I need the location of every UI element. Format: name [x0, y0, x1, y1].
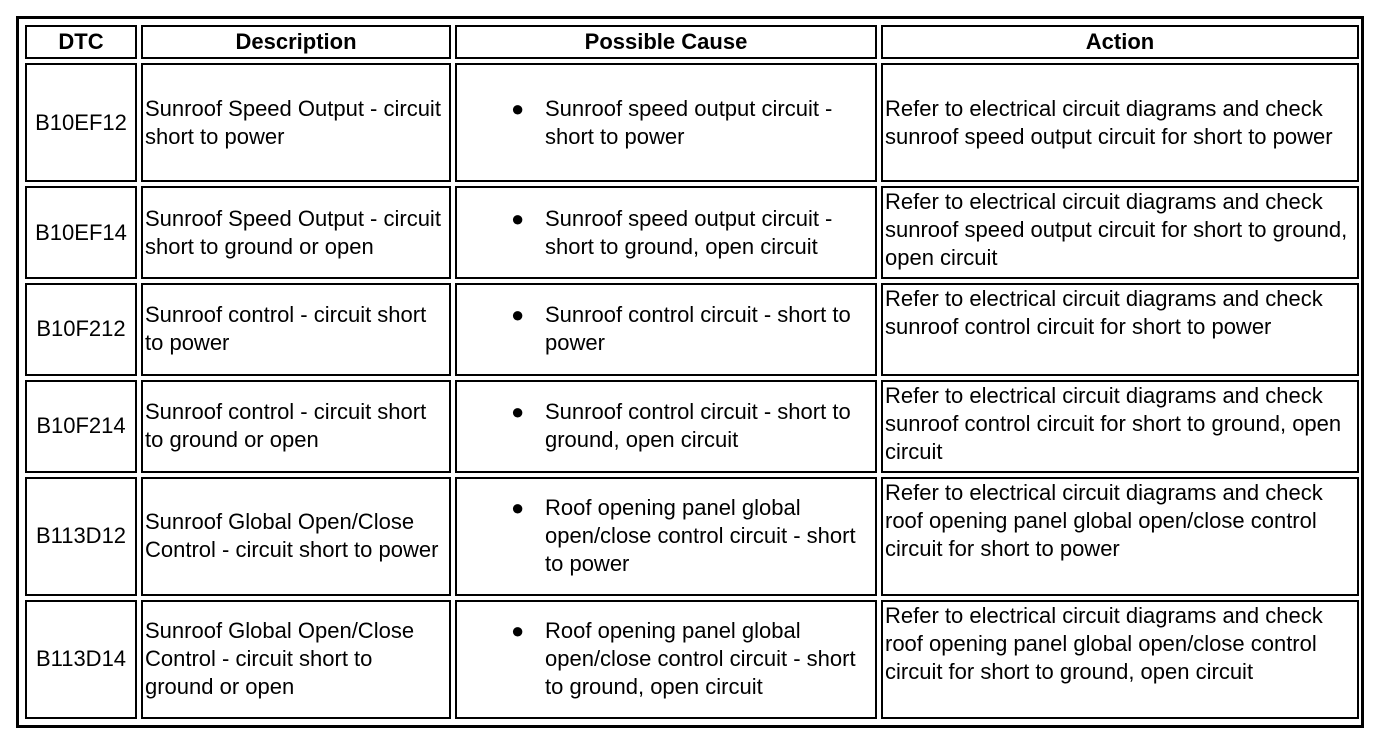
- cause-list: [459, 95, 873, 151]
- cause-item: [459, 301, 873, 357]
- possible-cause-cell: [455, 380, 877, 473]
- table-row: [25, 63, 1359, 182]
- cause-text: Sunroof control circuit - short to power: [545, 302, 851, 356]
- dtc-description: Sunroof control - circuit short to power: [141, 283, 451, 376]
- dtc-code: B113D14: [25, 600, 137, 719]
- possible-cause-cell: [455, 477, 877, 596]
- cause-text: Roof opening panel global open/close control circuit - short to ground, open circuit: [545, 618, 856, 700]
- possible-cause-cell: [455, 600, 877, 719]
- cause-item: [459, 617, 873, 701]
- cause-text: Sunroof speed output circuit - short to ground, open circuit: [545, 205, 833, 259]
- action-text: Refer to electrical circuit diagrams and check sunroof control circuit for short to power: [881, 283, 1359, 376]
- cause-list: [459, 205, 873, 261]
- dtc-code: B10EF14: [25, 186, 137, 279]
- table-row: [25, 477, 1359, 596]
- action-text: Refer to electrical circuit diagrams and check roof opening panel global open/close control circuit for short to power: [881, 477, 1359, 596]
- cause-item: [459, 205, 873, 261]
- dtc-description: Sunroof control - circuit short to ground or open: [141, 380, 451, 473]
- cause-item: [459, 398, 873, 454]
- dtc-description: Sunroof Speed Output - circuit short to ground or open: [141, 186, 451, 279]
- action-text: Refer to electrical circuit diagrams and check roof opening panel global open/close control circuit for short to ground, open circuit: [881, 600, 1359, 719]
- possible-cause-cell: [455, 63, 877, 182]
- bullet-icon: ●: [511, 302, 525, 328]
- dtc-code: B113D12: [25, 477, 137, 596]
- dtc-code: B10EF12: [25, 63, 137, 182]
- dtc-code: B10F214: [25, 380, 137, 473]
- dtc-table: [21, 21, 1363, 723]
- header-row: [25, 25, 1359, 59]
- action-text: Refer to electrical circuit diagrams and check sunroof speed output circuit for short to ground, open circuit: [881, 186, 1359, 279]
- cause-text: Roof opening panel global open/close control circuit - short to power: [545, 495, 856, 577]
- action-text: Refer to electrical circuit diagrams and check sunroof speed output circuit for short to power: [881, 63, 1359, 182]
- table-row: [25, 380, 1359, 473]
- dtc-description: Sunroof Global Open/Close Control - circuit short to ground or open: [141, 600, 451, 719]
- action-text: Refer to electrical circuit diagrams and check sunroof control circuit for short to ground, open circuit: [881, 380, 1359, 473]
- header-action: Action: [881, 25, 1359, 59]
- table-row: [25, 283, 1359, 376]
- bullet-icon: ●: [511, 205, 525, 231]
- table-row: [25, 600, 1359, 719]
- dtc-table-frame: [16, 16, 1364, 728]
- cause-list: [459, 398, 873, 454]
- cause-text: Sunroof speed output circuit - short to power: [545, 95, 833, 149]
- header-description: Description: [141, 25, 451, 59]
- bullet-icon: ●: [511, 399, 525, 425]
- dtc-description: Sunroof Speed Output - circuit short to power: [141, 63, 451, 182]
- bullet-icon: ●: [511, 618, 525, 644]
- dtc-description: Sunroof Global Open/Close Control - circuit short to power: [141, 477, 451, 596]
- cause-item: [459, 95, 873, 151]
- bullet-icon: ●: [511, 495, 525, 521]
- header-possible-cause: Possible Cause: [455, 25, 877, 59]
- bullet-icon: ●: [511, 95, 525, 121]
- header-dtc: DTC: [25, 25, 137, 59]
- possible-cause-cell: [455, 283, 877, 376]
- possible-cause-cell: [455, 186, 877, 279]
- dtc-code: B10F212: [25, 283, 137, 376]
- cause-item: [459, 494, 873, 578]
- cause-text: Sunroof control circuit - short to ground, open circuit: [545, 399, 851, 453]
- cause-list: [459, 617, 873, 701]
- cause-list: [459, 301, 873, 357]
- cause-list: [459, 494, 873, 578]
- table-row: [25, 186, 1359, 279]
